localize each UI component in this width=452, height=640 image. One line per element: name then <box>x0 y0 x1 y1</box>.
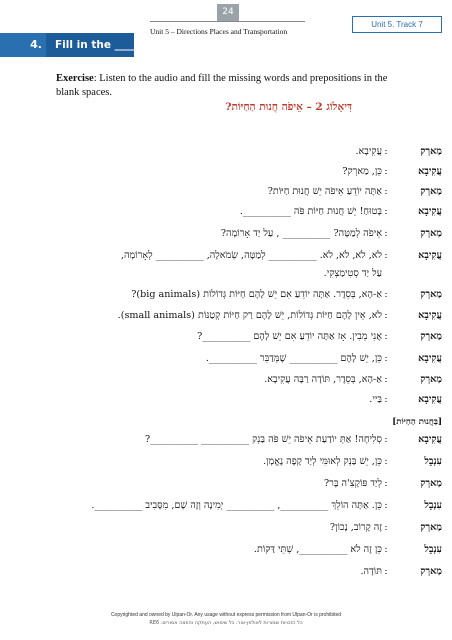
dialog-line: מַארְק:אֵיפֹה לְמַטָּה? __________ , עַל יַד אָרוֹמָה? <box>220 228 442 239</box>
line-text: תּוֹדָה. <box>360 566 382 577</box>
dialog-line: עֲקִיבָא:בַּיי. <box>369 394 442 405</box>
dialog-line: עֲקִיבָא:לֹא, אֵין לָהֶם חַיּוֹת גְּדוֹלוֹת, יֵשׁ לָהֶם רַק חַיּוֹת קְטַנּוֹת (small animals). <box>117 310 442 321</box>
dialog-line: עִנְבָל:כֵּן זֶה לֹא __________, שְׁתֵּי דַּקּוֹת. <box>253 544 442 555</box>
line-text: אֵיפֹה לְמַטָּה? __________ , עַל יַד אָרוֹמָה? <box>220 228 382 239</box>
dialog-line: מַארְק:עֲקִיבָא. <box>355 146 442 157</box>
line-text: לֹא, אֵין לָהֶם חַיּוֹת גְּדוֹלוֹת, יֵשׁ לָהֶם רַק חַיּוֹת קְטַנּוֹת (small animals). <box>117 310 382 321</box>
line-text: כֵּן, יֵשׁ לָהֶם __________ שֶׁמְּדַבֵּר __________. <box>205 353 382 364</box>
speaker: עִנְבָל <box>424 500 442 511</box>
line-text: סְלִיחָה! אַתְּ יוֹדַעַת אֵיפֹה יֵשׁ פֹּה בַּנְק __________ __________? <box>144 434 382 445</box>
line-text: בַּיי. <box>369 394 382 405</box>
speaker: עֲקִיבָא <box>418 434 442 445</box>
dialog-line: מַארְק:אֲנִי מֵבִין. אָז אַתָּה יוֹדֵעַ אִם יֵשׁ לָהֶם __________? <box>197 331 442 342</box>
speaker: עֲקִיבָא <box>418 250 442 261</box>
speaker: מַארְק <box>420 289 442 300</box>
speaker: מַארְק <box>420 478 442 489</box>
speaker: עֲקִיבָא <box>418 206 442 217</box>
speaker: מַארְק <box>420 228 442 239</box>
speaker: מַארְק <box>420 374 442 385</box>
speaker: מַארְק <box>420 146 442 157</box>
speaker: מַארְק <box>420 522 442 533</box>
speaker: מַארְק <box>420 186 442 197</box>
dialog-line: מַארְק:תּוֹדָה. <box>360 566 442 577</box>
section-number-tab: 4. <box>0 33 46 57</box>
line-text: אַתָּה יוֹדֵעַ אֵיפֹה יֵשׁ חֲנוּת חַיּוֹת? <box>267 186 382 197</box>
exercise-text: : Listen to the audio and fill the missing words and prepositions in the blank spaces. <box>56 73 388 98</box>
dialog-line: עֲקִיבָא:כֵּן, מַארְק? <box>342 166 442 177</box>
line-text: לְיַד פּוֹקָצִ'ה בָּר? <box>324 478 382 489</box>
scene-note: [בַּחֲנוּת הַחַיּוֹת] <box>392 417 442 427</box>
line-text: אַ-הָא, בְּסֵדֶר. אַתָּה יוֹדֵעַ אִם יֵשׁ לָהֶם חַיּוֹת גְּדוֹלוֹת (big animals)? <box>131 289 382 300</box>
line-text: עַל יַד סְטִימַצְקִי. <box>323 268 382 279</box>
exercise-instructions <box>56 72 396 100</box>
dialog-line: עֲקִיבָא:סְלִיחָה! אַתְּ יוֹדַעַת אֵיפֹה יֵשׁ פֹּה בַּנְק __________ __________? <box>144 434 442 445</box>
dialog-line: עִנְבָל:כֵּן, יֵשׁ בַּנְק לְאוּמִּי לְיַד קָפֶה נֶאֱמָן. <box>263 456 442 467</box>
section-label-tab: Fill in the ______ <box>46 33 134 57</box>
dialog-line: עֲקִיבָא:לֹא, לֹא, לֹא, לֹא. __________ לְמַטָּה, שְׂמֹאלָה, __________ לְאָרוֹמָה, <box>120 250 442 261</box>
speaker: עֲקִיבָא <box>418 353 442 364</box>
speaker: מַארְק <box>420 566 442 577</box>
line-text: לֹא, לֹא, לֹא, לֹא. __________ לְמַטָּה, שְׂמֹאלָה, __________ לְאָרוֹמָה, <box>120 250 382 261</box>
speaker: עֲקִיבָא <box>418 394 442 405</box>
dialog-title: דִּיאָלוֹג 2 – אֵיפֹה חֲנוּת הַחַיּוֹת? <box>225 101 352 113</box>
dialog-line <box>324 268 442 286</box>
dialog-line: מַארְק:אַ-הָא, בְּסֵדֶר, תּוֹדָה רַבָּה עֲקִיבָא. <box>264 374 442 385</box>
dialog-line: מַארְק:אַ-הָא, בְּסֵדֶר. אַתָּה יוֹדֵעַ אִם יֵשׁ לָהֶם חַיּוֹת גְּדוֹלוֹת (big animals)? <box>131 289 442 300</box>
dialog-line: עֲקִיבָא:כֵּן, יֵשׁ לָהֶם __________ שֶׁמְּדַבֵּר __________. <box>205 353 442 364</box>
dialog-line: עִנְבָל:כֵּן. אַתָּה הוֹלֵךְ __________, __________ יְמִינָה וְזֶה שָׁם, מִסָּבִיב __________. <box>91 500 442 511</box>
dialog-line: עֲקִיבָא:בָּטוּחַ! יֵשׁ חֲנוּת חַיּוֹת פֹּה __________. <box>239 206 442 217</box>
line-text: אֲנִי מֵבִין. אָז אַתָּה יוֹדֵעַ אִם יֵשׁ לָהֶם __________? <box>197 331 382 342</box>
line-text: כֵּן, יֵשׁ בַּנְק לְאוּמִּי לְיַד קָפֶה נֶאֱמָן. <box>263 456 382 467</box>
speaker: עֲקִיבָא <box>418 310 442 321</box>
copyright-footer: Copyrighted and owned by Ulpan-Or. Any usage without express permission from Ulpan-Or is prohibited <box>110 612 342 618</box>
audio-track-badge[interactable]: Unit 5. Track 7 <box>352 16 442 33</box>
speaker: עִנְבָל <box>424 456 442 467</box>
header-divider <box>150 21 305 22</box>
line-text: עֲקִיבָא. <box>355 146 382 157</box>
page-number: 24 <box>217 4 239 21</box>
speaker: מַארְק <box>420 331 442 342</box>
line-text: זֶה קָרוֹב, נָכוֹן? <box>329 522 382 533</box>
line-text: כֵּן. אַתָּה הוֹלֵךְ __________, __________ יְמִינָה וְזֶה שָׁם, מִסָּבִיב __________. <box>91 500 382 511</box>
line-text: אַ-הָא, בְּסֵדֶר, תּוֹדָה רַבָּה עֲקִיבָא. <box>264 374 382 385</box>
line-text: כֵּן, מַארְק? <box>342 166 382 177</box>
copyright-footer-hebrew: כל הזכויות שמורות לאולפן-אור. כל שימוש, העתקה והפצה אסורים. RE6 <box>149 620 303 626</box>
speaker: עֲקִיבָא <box>418 166 442 177</box>
dialog-line: מַארְק:לְיַד פּוֹקָצִ'ה בָּר? <box>324 478 442 489</box>
line-text: כֵּן זֶה לֹא __________, שְׁתֵּי דַּקּוֹת. <box>253 544 382 555</box>
dialog-line: מַארְק:זֶה קָרוֹב, נָכוֹן? <box>329 522 442 533</box>
speaker: עִנְבָל <box>424 544 442 555</box>
dialog-line: מַארְק:אַתָּה יוֹדֵעַ אֵיפֹה יֵשׁ חֲנוּת חַיּוֹת? <box>267 186 442 197</box>
exercise-label: Exercise <box>56 73 94 84</box>
unit-title: Unit 5 – Directions Places and Transportation <box>150 27 288 36</box>
line-text: בָּטוּחַ! יֵשׁ חֲנוּת חַיּוֹת פֹּה __________. <box>239 206 382 217</box>
